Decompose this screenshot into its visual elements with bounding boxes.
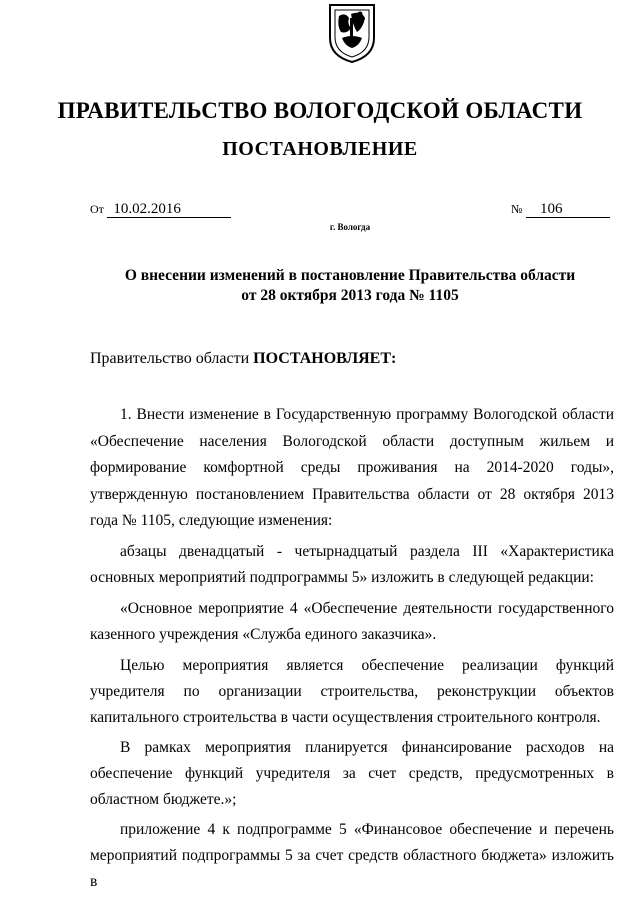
number-value: 106: [526, 201, 610, 218]
paragraph: В рамках мероприятия планируется финансирование расходов на обеспечение функций учредителя за счет средств, предусмотренных в областном бюджете.»;: [90, 738, 614, 808]
document-type: ПОСТАНОВЛЕНИЕ: [222, 138, 418, 160]
paragraph: абзацы двенадцатый - четырнадцатый раздела III «Характеристика основных мероприятий подпрограммы 5» изложить в следующей редакции:: [90, 542, 614, 586]
coat-of-arms-icon: [327, 2, 377, 64]
paragraph: приложение 4 к подпрограмме 5 «Финансовое обеспечение и перечень мероприятий подпрограммы 5 за счет средств областного бюджета» изложить в: [90, 820, 614, 890]
city-label: г. Вологда: [329, 222, 371, 232]
subject-line-2: от 28 октября 2013 года № 1105: [241, 287, 459, 304]
paragraph: «Основное мероприятие 4 «Обеспечение деятельности государственного казенного учреждения «Служба единого заказчика».: [90, 599, 614, 643]
subject-line-1: О внесении изменений в постановление Правительства области: [124, 267, 576, 284]
decree-verb: ПОСТАНОВЛЯЕТ:: [253, 350, 397, 367]
paragraph: 1. Внести изменение в Государственную программу Вологодской области «Обеспечение населения Вологодской области доступным жильем и формирование комфортной среды проживания на 2014-2020 годы», утвержденную постановлением Правительства области от 28 октября 2013 года № 1105, следующие изменения:: [90, 406, 614, 529]
document-body: [90, 402, 614, 899]
date-prefix: От: [90, 202, 104, 216]
document-subject: [0, 266, 640, 306]
number-prefix: №: [511, 202, 523, 216]
decree-lead: Правительство области: [90, 350, 254, 367]
date-value: 10.02.2016: [107, 201, 231, 218]
decree-line: [90, 350, 396, 368]
date-field: [90, 201, 250, 218]
paragraph: Целью мероприятия является обеспечение реализации функций учредителя по организации строительства, реконструкции объектов капитального строительства в части осуществления строительного контроля.: [90, 656, 614, 726]
number-field: [511, 201, 621, 218]
government-title: ПРАВИТЕЛЬСТВО ВОЛОГОДСКОЙ ОБЛАСТИ: [57, 98, 583, 123]
